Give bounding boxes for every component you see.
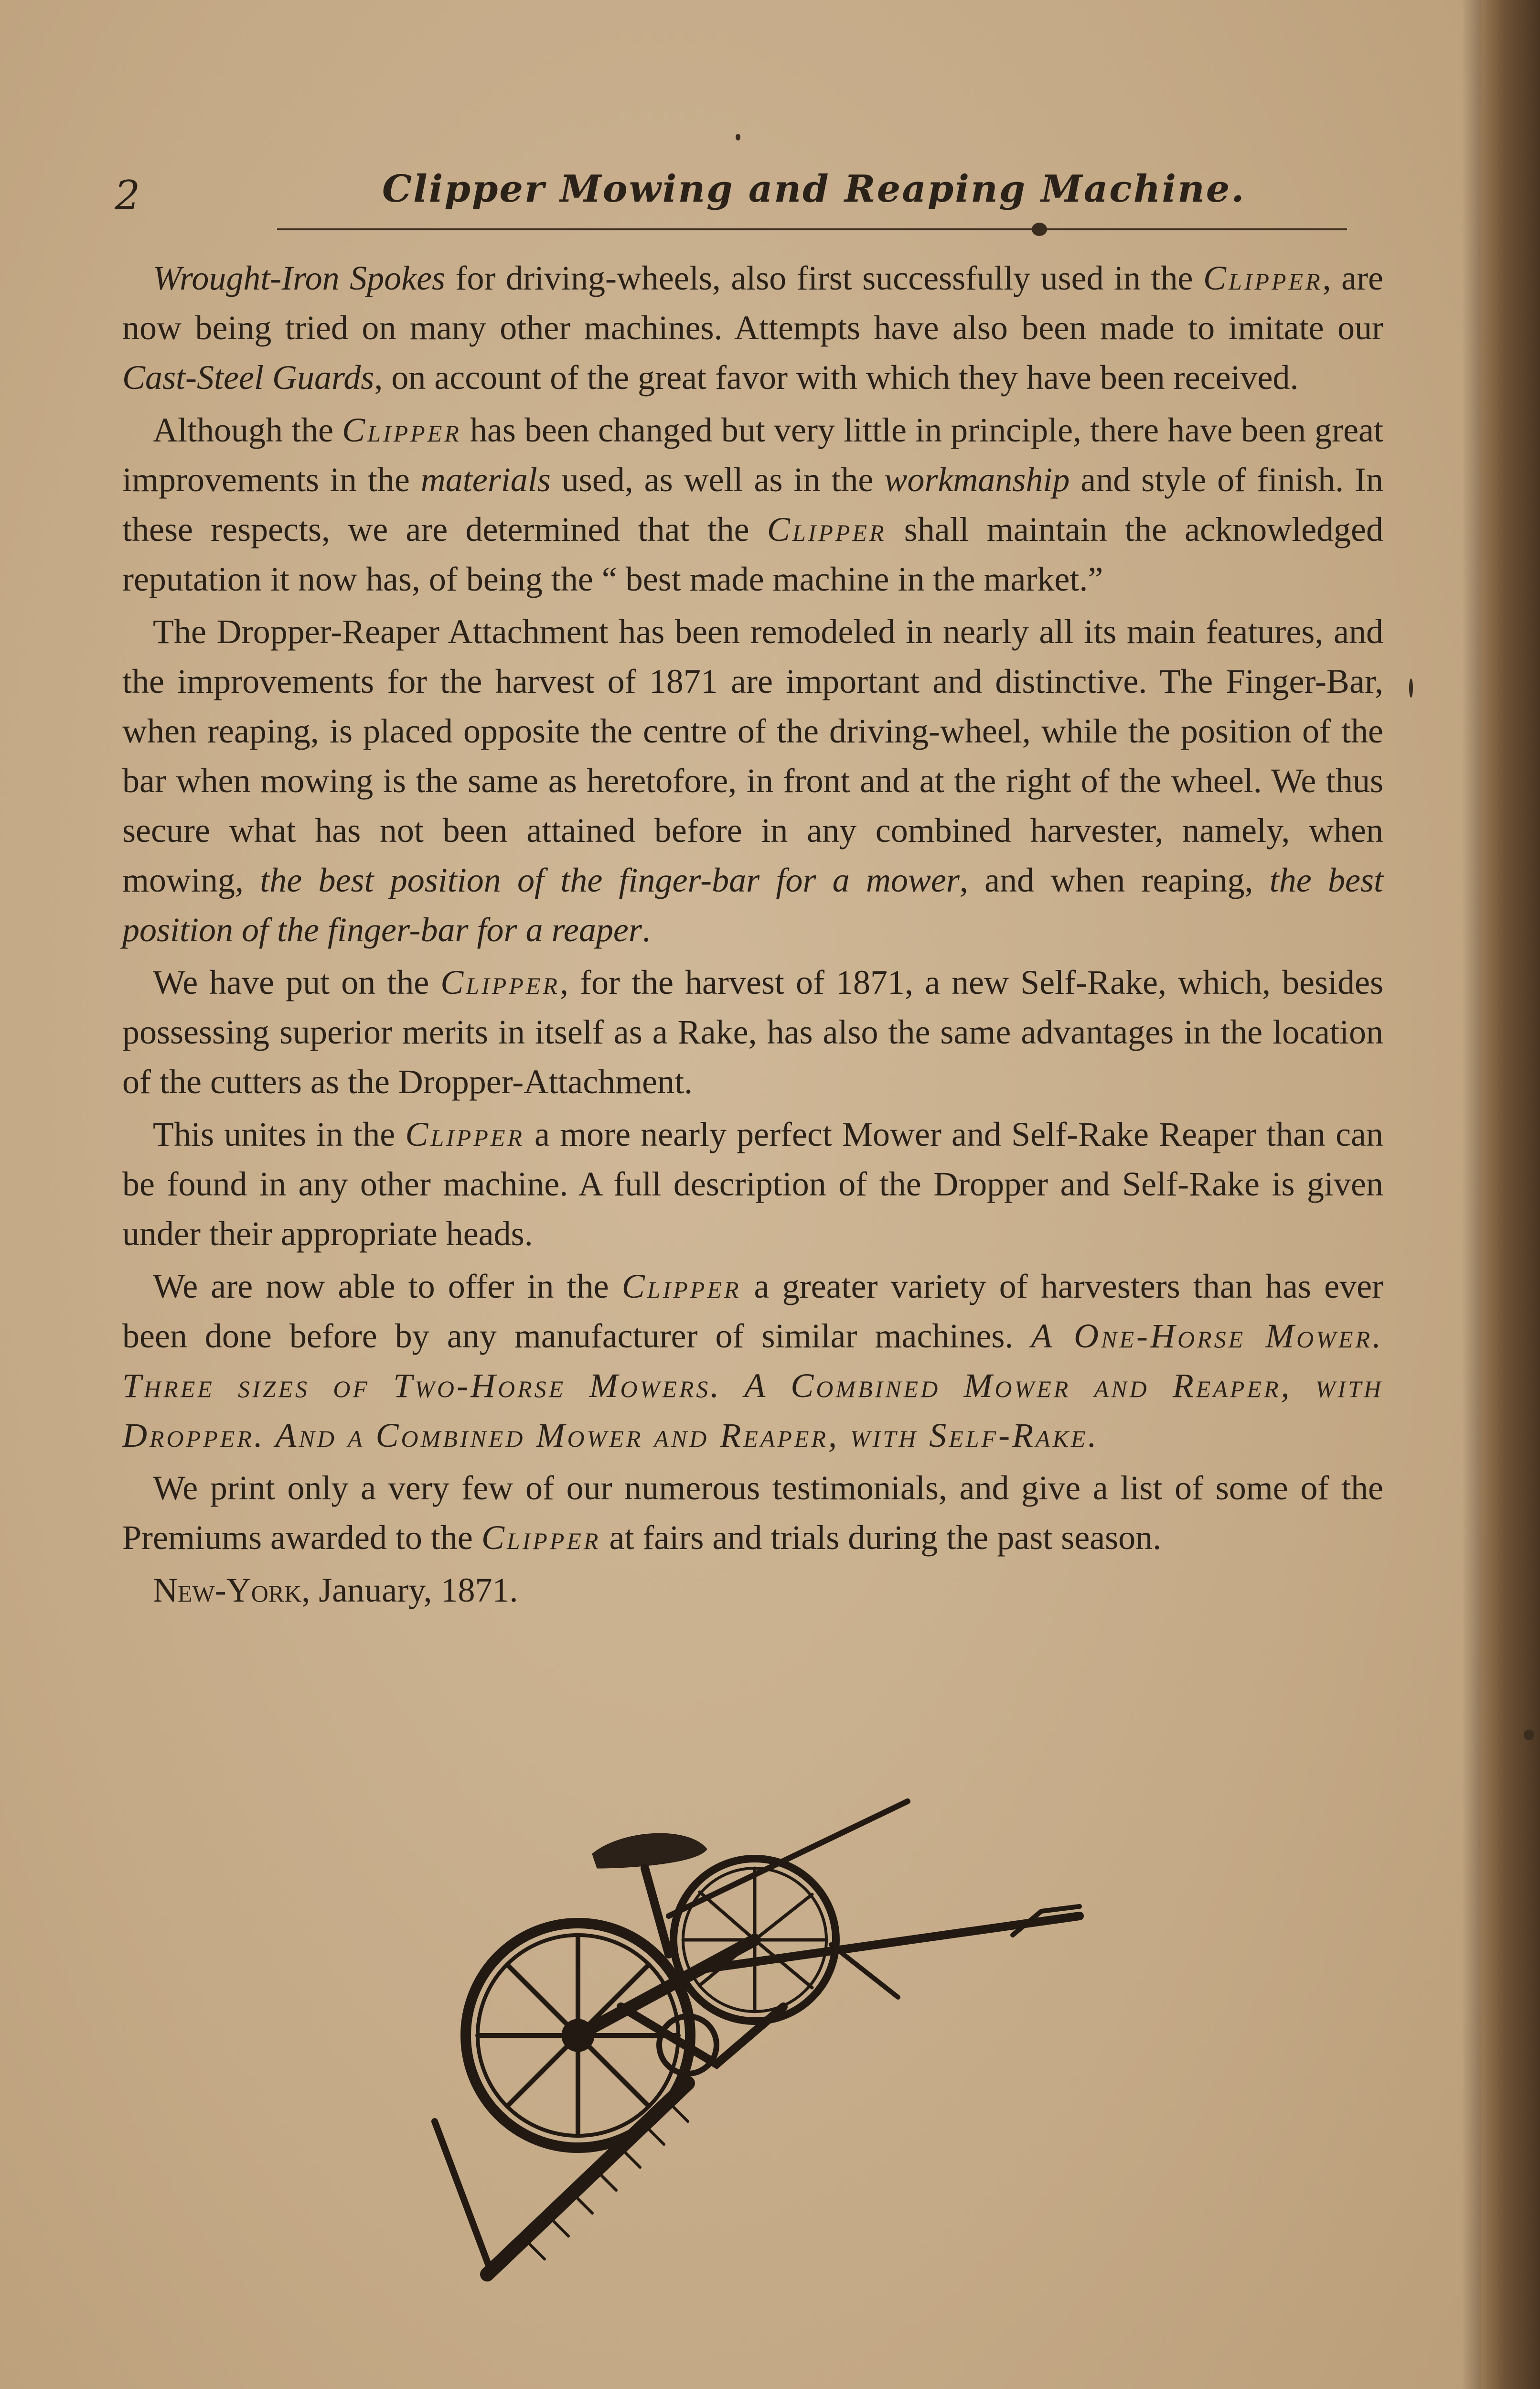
paragraph-1 — [122, 253, 1383, 402]
text-span: and style of finish. In these respects, we are determined that the — [122, 461, 1383, 549]
text-span: at fairs and trials during the past season. — [600, 1518, 1162, 1557]
text-span: Clipper — [1203, 259, 1323, 297]
seat-shape — [592, 1833, 707, 1868]
cutter-guards — [525, 2102, 688, 2259]
page-gutter-shadow — [1462, 0, 1481, 2389]
ink-speck — [1524, 1730, 1534, 1740]
text-span: We are now able to offer in the — [153, 1267, 622, 1305]
mowing-machine-illustration — [420, 1797, 1108, 2332]
ink-speck — [1409, 678, 1413, 698]
text-span: has been changed but very little in principle, there have been great improvements in the — [122, 411, 1384, 499]
text-span: Clipper — [440, 963, 560, 1001]
text-span: Although the — [153, 411, 342, 449]
dateline-date: , January, 1871. — [301, 1571, 518, 1609]
text-span: This unites in the — [153, 1115, 406, 1153]
paragraph-4 — [122, 958, 1383, 1107]
lift-lever — [669, 1801, 908, 1916]
text-span: Cast-Steel Guards — [122, 358, 374, 397]
text-span: , on account of the great favor with which they have been received. — [374, 358, 1299, 397]
text-span: materials — [420, 461, 551, 499]
body-text — [122, 253, 1383, 1618]
text-span: . — [642, 911, 651, 949]
text-span: Clipper — [481, 1518, 601, 1557]
text-span: We have put on the — [153, 963, 441, 1001]
book-spine — [1481, 0, 1540, 2389]
text-span: , for the harvest of 1871, a new Self-Rake, which, besides possessing superior merits in itself as a Rake, has also the same advantages in the location of the cutters as the Dropper-Attachment. — [122, 963, 1383, 1101]
text-span: the best position of the finger-bar for a reaper — [122, 861, 1383, 949]
text-span: a more nearly perfect Mower and Self-Rake Reaper than can be found in any other machine. A full description of the Dropper and Self-Rake is given under their appropriate heads. — [122, 1115, 1384, 1253]
paragraph-7 — [122, 1463, 1383, 1562]
running-title: Clipper Mowing and Reaping Machine. — [382, 167, 1246, 211]
paragraph-3 — [122, 607, 1383, 955]
text-span: , and when reaping, — [959, 861, 1270, 899]
mowing-machine-engraving — [420, 1797, 1108, 2332]
text-span: The Dropper-Reaper Attachment has been remodeled in nearly all its main features, and the improvements for the harvest of 1871 are important and distinctive. The Finger-Bar, when reaping, is placed opposite the centre of the driving-wheel, while the position of the bar when mowing is the same as heretofore, in front and at the right of the wheel. We thus secure what has not been attained before in any combined harvester, namely, when mowing, — [122, 613, 1383, 899]
text-span: Wrought-Iron Spokes — [153, 259, 446, 297]
seat-post — [645, 1868, 669, 1954]
page-header — [115, 167, 1347, 225]
text-span: a greater variety of harvesters than has ever been done before by any manufacturer of similar machines. — [122, 1267, 1383, 1355]
text-span: , are now being tried on many other machines. Attempts have also been made to imitate our — [122, 259, 1384, 347]
paragraph-6 — [122, 1261, 1383, 1460]
paragraph-2 — [122, 405, 1383, 604]
paragraph-5 — [122, 1109, 1383, 1259]
rule-ornament — [1032, 223, 1047, 236]
text-span: Clipper — [342, 411, 461, 449]
dateline — [122, 1565, 1383, 1615]
text-span: for driving-wheels, also first successfully used in the — [445, 259, 1203, 297]
cutter-bar — [487, 2083, 688, 2274]
text-span: used, as well as in the — [550, 461, 885, 499]
ink-speck — [736, 134, 740, 140]
text-span: Clipper — [767, 510, 887, 549]
dateline-place: New-York — [153, 1571, 302, 1609]
page-number: 2 — [115, 172, 140, 219]
product-list: A One-Horse Mower. Three sizes of Two-Horse Mowers. A Combined Mower and Reaper, with Dropper. And a Combined Mower and Reaper, with Self-Rake. — [122, 1317, 1383, 1454]
track-rod — [435, 2121, 492, 2274]
text-span: shall maintain the acknowledged reputation it now has, of being the “ best made machine in the market.” — [122, 510, 1383, 598]
text-span: We print only a very few of our numerous testimonials, and give a list of some of the Premiums awarded to the — [122, 1469, 1383, 1557]
text-span: the best position of the finger-bar for a mower — [260, 861, 960, 899]
header-rule — [277, 228, 1347, 230]
text-span: Clipper — [405, 1115, 524, 1153]
text-span: Clipper — [621, 1267, 741, 1305]
text-span: workmanship — [884, 461, 1070, 499]
brace-bar — [831, 1945, 898, 1997]
